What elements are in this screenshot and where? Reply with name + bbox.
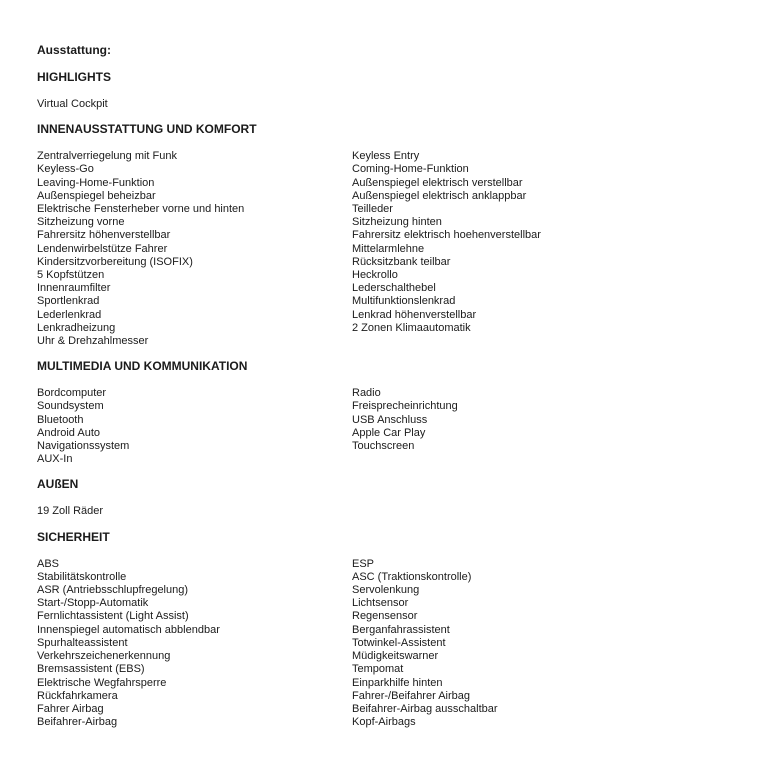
feature-list-sicherheit [37, 558, 739, 730]
feature-item: Elektrische Wegfahrsperre [37, 676, 167, 689]
feature-item: Sitzheizung vorne [37, 216, 125, 229]
feature-item: Kopf-Airbags [352, 716, 416, 729]
feature-item: Lederlenkrad [37, 308, 102, 321]
feature-item: Multifunktionslenkrad [352, 295, 456, 308]
feature-item: Stabilitätskontrolle [37, 570, 127, 583]
feature-item: Bluetooth [37, 413, 84, 426]
feature-item: Sportlenkrad [37, 295, 100, 308]
feature-item: Android Auto [37, 426, 100, 439]
feature-item: Uhr & Drehzahlmesser [37, 335, 149, 348]
feature-item: Beifahrer-Airbag ausschaltbar [352, 702, 498, 715]
feature-item: Mittelarmlehne [352, 242, 425, 255]
feature-item: Lenkradheizung [37, 321, 116, 334]
feature-column-right [352, 558, 739, 730]
feature-item: Außenspiegel beheizbar [37, 189, 156, 202]
feature-item: Spurhalteassistent [37, 636, 128, 649]
feature-item: Kindersitzvorbereitung (ISOFIX) [37, 255, 193, 268]
section-heading-innenausstattung: INNENAUSSTATTUNG UND KOMFORT [37, 122, 257, 137]
section-heading-aussen: AUßEN [37, 477, 79, 492]
feature-item: Fernlichtassistent (Light Assist) [37, 610, 189, 623]
feature-item: Lenkrad höhenverstellbar [352, 308, 477, 321]
feature-item: Virtual Cockpit [37, 98, 108, 110]
feature-item: Fahrersitz höhenverstellbar [37, 229, 171, 242]
feature-item: Navigationssystem [37, 440, 130, 453]
feature-item: Verkehrszeichenerkennung [37, 650, 171, 663]
feature-item: Leaving-Home-Funktion [37, 176, 155, 189]
feature-list-aussen [37, 505, 739, 518]
feature-item: Rücksitzbank teilbar [352, 255, 451, 268]
feature-item: Müdigkeitswarner [352, 650, 439, 663]
feature-item: Keyless-Go [37, 163, 94, 176]
feature-item: Berganfahrassistent [352, 623, 450, 636]
feature-item: ESP [352, 557, 375, 570]
feature-item: Touchscreen [352, 440, 415, 453]
feature-item: Bordcomputer [37, 387, 107, 400]
feature-column-left [37, 150, 352, 348]
feature-item: Fahrer-/Beifahrer Airbag [352, 689, 470, 702]
feature-item: Teilleder [352, 203, 393, 216]
feature-column-left [37, 558, 352, 730]
feature-column-left [37, 387, 352, 466]
feature-item: Lichtsensor [352, 597, 409, 610]
feature-item: Fahrer Airbag [37, 702, 104, 715]
feature-list-highlights [37, 98, 739, 111]
feature-item: 19 Zoll Räder [37, 505, 104, 518]
feature-item: Bremsassistent (EBS) [37, 663, 145, 676]
feature-item: Heckrollo [352, 269, 398, 282]
feature-item: Freisprecheinrichtung [352, 400, 458, 413]
document-title: Ausstattung: [37, 43, 111, 57]
feature-item: Regensensor [352, 610, 418, 623]
feature-list-innenausstattung [37, 150, 739, 348]
section-heading-highlights: HIGHLIGHTS [37, 70, 111, 84]
feature-item: Rückfahrkamera [37, 689, 118, 702]
section-multimedia [37, 360, 739, 466]
feature-item: Coming-Home-Funktion [352, 163, 469, 176]
feature-item: Totwinkel-Assistent [352, 636, 446, 649]
feature-item: 2 Zonen Klimaautomatik [352, 321, 471, 334]
feature-item: Fahrersitz elektrisch hoehenverstellbar [352, 229, 541, 242]
feature-item: Lendenwirbelstütze Fahrer [37, 242, 168, 255]
feature-column-right [352, 150, 739, 335]
feature-item: ABS [37, 557, 60, 570]
feature-item: Zentralverriegelung mit Funk [37, 150, 178, 163]
section-heading-sicherheit: SICHERHEIT [37, 529, 110, 544]
feature-item: 5 Kopfstützen [37, 269, 105, 282]
feature-column-left [37, 505, 352, 518]
feature-item: Lederschalthebel [352, 282, 436, 295]
feature-column-left [37, 98, 352, 111]
feature-item: USB Anschluss [352, 413, 428, 426]
section-innenausstattung [37, 123, 739, 348]
feature-item: Innenspiegel automatisch abblendbar [37, 623, 220, 636]
feature-column-right [352, 387, 739, 453]
feature-item: Radio [352, 387, 381, 400]
section-heading-multimedia: MULTIMEDIA UND KOMMUNIKATION [37, 359, 248, 374]
feature-item: Keyless Entry [352, 150, 420, 163]
feature-item: Tempomat [352, 663, 404, 676]
feature-item: Apple Car Play [352, 426, 426, 439]
feature-item: Soundsystem [37, 400, 104, 413]
feature-list-multimedia [37, 387, 739, 466]
feature-item: Servolenkung [352, 584, 420, 597]
feature-item: AUX-In [37, 453, 73, 466]
feature-item: ASC (Traktionskontrolle) [352, 570, 472, 583]
feature-item: Start-/Stopp-Automatik [37, 597, 149, 610]
feature-item: Außenspiegel elektrisch verstellbar [352, 176, 523, 189]
section-aussen [37, 478, 739, 518]
section-highlights [37, 71, 739, 111]
feature-item: ASR (Antriebsschlupfregelung) [37, 584, 189, 597]
section-sicherheit [37, 531, 739, 730]
feature-item: Beifahrer-Airbag [37, 716, 118, 729]
feature-item: Sitzheizung hinten [352, 216, 442, 229]
feature-item: Einparkhilfe hinten [352, 676, 443, 689]
feature-item: Elektrische Fensterheber vorne und hinten [37, 203, 245, 216]
feature-item: Außenspiegel elektrisch anklappbar [352, 189, 527, 202]
feature-item: Innenraumfilter [37, 282, 111, 295]
